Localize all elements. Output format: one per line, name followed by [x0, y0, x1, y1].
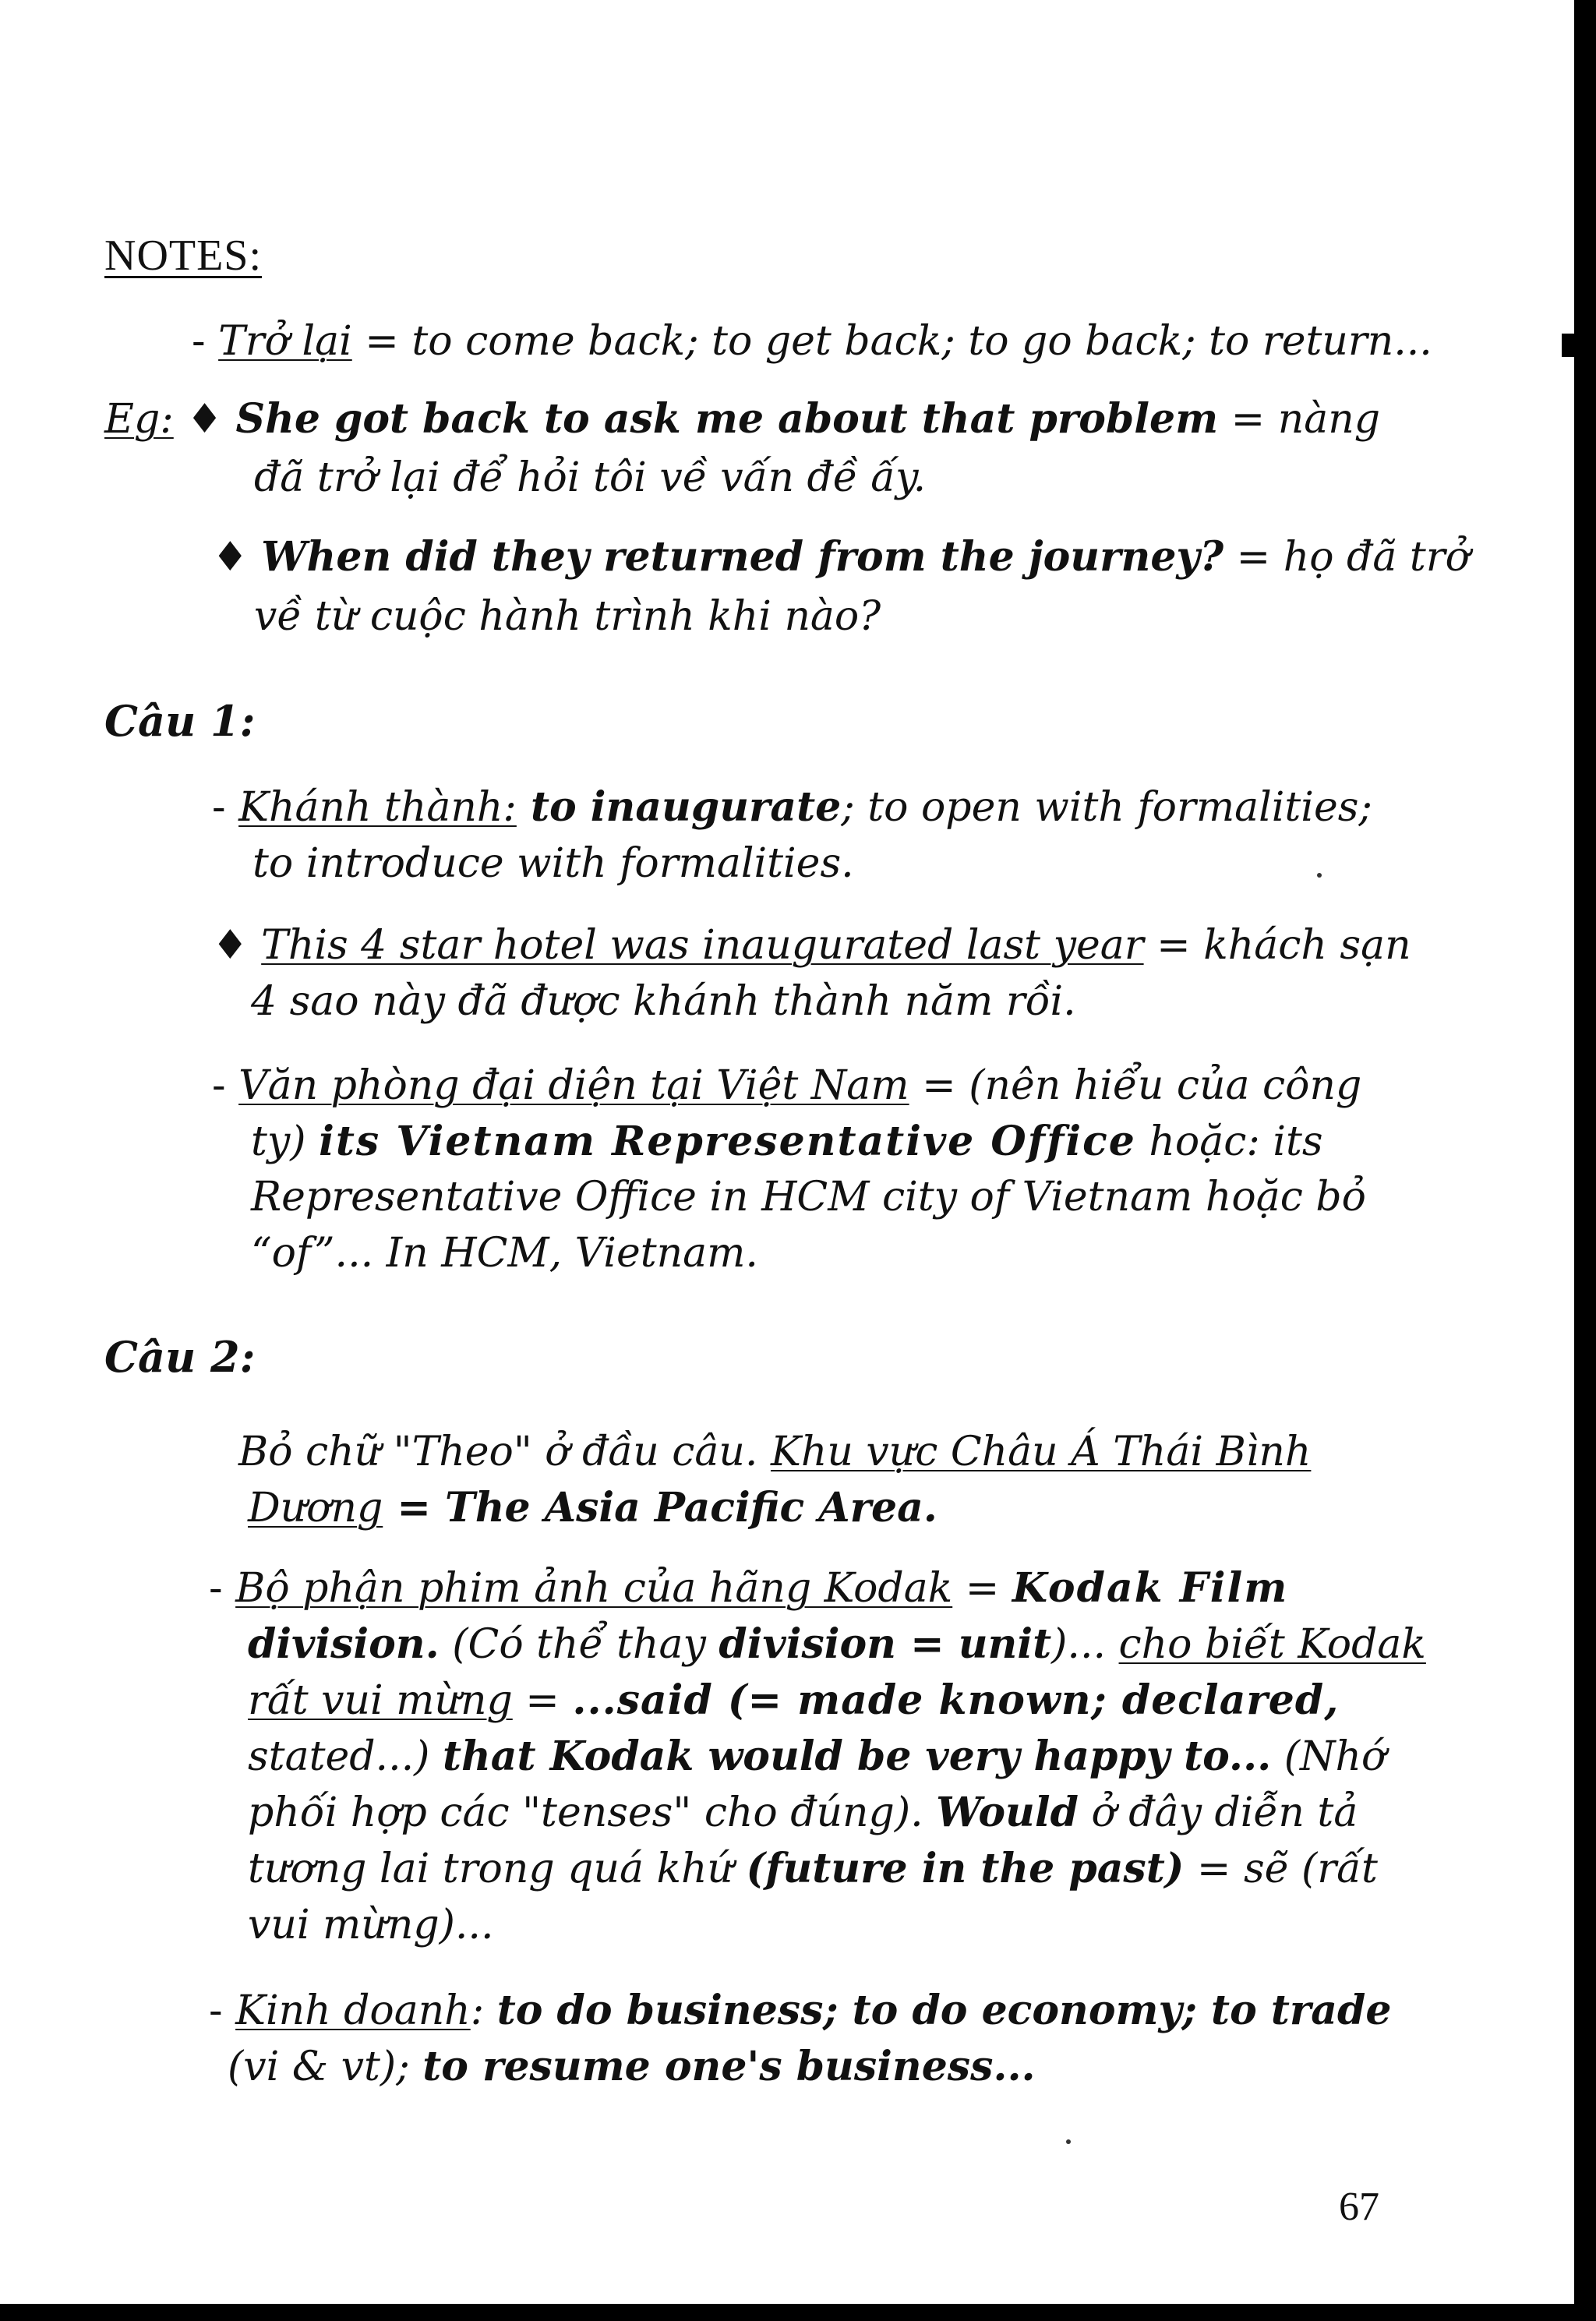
cau-2-para-2: [209, 1563, 1288, 1614]
example-2-equals: = họ đã trở: [1223, 534, 1470, 581]
cau-1-item-2: [212, 1060, 1361, 1111]
text-span: )...: [1051, 1621, 1119, 1668]
example-hotel-english: This 4 star hotel was inaugurated last year: [261, 922, 1144, 969]
cau-1-item-1: [212, 782, 1372, 833]
example-2-line: [212, 532, 1470, 583]
scan-edge-right: [1574, 0, 1596, 2321]
eg-label: Eg:: [104, 396, 174, 443]
term-khanh-thanh: Khánh thành:: [238, 784, 517, 831]
cau-1-item-2-line-3: Representative Office in HCM city of Vietnam hoặc bỏ: [251, 1174, 1366, 1221]
cau-2-para-1-line-2: [248, 1482, 937, 1534]
text-span: (vi & vt);: [228, 2044, 423, 2090]
text-span: that Kodak would be very happy to...: [442, 1733, 1272, 1780]
text-span: to do business; to do economy; to trade: [496, 1987, 1392, 2034]
text-span: :: [470, 1987, 497, 2034]
text-span: phối hợp các "tenses" cho đúng).: [248, 1789, 937, 1836]
bullet-icon: ♦: [212, 534, 249, 581]
item-1-rest: ; to open with formalities;: [841, 784, 1372, 831]
cau-2-para-3: [209, 1985, 1391, 2037]
text-span: = sẽ (rất: [1184, 1846, 1378, 1892]
text-span: Bỏ chữ "Theo" ở đầu câu.: [238, 1429, 771, 1475]
text-span: (Có thể thay: [439, 1621, 719, 1668]
text-span: division = unit: [719, 1620, 1052, 1668]
text-span: stated...): [248, 1733, 443, 1780]
scan-speck: [1066, 2139, 1071, 2144]
term-kinh-doanh: Kinh doanh: [235, 1987, 471, 2034]
cau-2-para-1: [238, 1426, 1311, 1478]
bullet-icon: ♦: [186, 396, 223, 443]
term-kodak-division: Bộ phận phim ảnh của hãng Kodak: [235, 1565, 953, 1612]
cau-1-item-2-line-2: [251, 1116, 1323, 1168]
cau-1-item-1-line-2: to introduce with formalities.: [252, 840, 854, 887]
item-2-rest: = (nên hiểu của công: [909, 1062, 1362, 1109]
text-span: Would: [936, 1789, 1079, 1836]
page-number: 67: [1339, 2185, 1379, 2229]
example-1-equals: = nàng: [1218, 396, 1381, 443]
text-span: ở đây diễn tả: [1078, 1789, 1358, 1836]
notes-definition-line: [192, 316, 1432, 367]
text-span: cho biết Kodak: [1118, 1621, 1426, 1668]
dash-marker: -: [212, 1062, 239, 1109]
definition-text: = to come back; to get back; to go back; to return...: [351, 318, 1432, 365]
cau-2-para-2-line-2: [248, 1619, 1426, 1670]
scan-edge-mark: [1562, 334, 1574, 357]
cau-2-para-2-line-3: [248, 1675, 1339, 1726]
text-span: rất vui mừng: [248, 1677, 513, 1724]
text-span: division.: [248, 1620, 440, 1668]
dash-marker: -: [209, 1987, 236, 2034]
cau-1-example-line-2: 4 sao này đã được khánh thành năm rồi.: [251, 978, 1076, 1025]
text-span: =: [952, 1565, 1012, 1612]
cau-2-para-2-line-6: [248, 1843, 1378, 1895]
cau-2-para-3-line-2: [228, 2041, 1036, 2093]
text-span: (Nhớ: [1271, 1733, 1386, 1780]
text-span: tương lai trong quá khứ: [248, 1846, 747, 1892]
term-duong: Dương: [248, 1485, 383, 1531]
bold-inaugurate: to inaugurate: [516, 783, 842, 831]
notes-heading: NOTES:: [104, 231, 262, 280]
cau-1-heading: Câu 1:: [104, 696, 256, 746]
scan-speck: [1317, 873, 1322, 878]
text-span: ...said (= made known; declared,: [572, 1676, 1340, 1724]
dash-marker: -: [209, 1565, 236, 1612]
cau-2-heading: Câu 2:: [104, 1332, 256, 1382]
text-span: ty): [251, 1118, 320, 1165]
cau-2-para-2-line-7: vui mừng)...: [248, 1902, 494, 1948]
term-van-phong: Văn phòng đại diện tại Việt Nam: [238, 1062, 909, 1109]
term-asia-pacific: Khu vực Châu Á Thái Bình: [770, 1429, 1312, 1475]
example-2-english: When did they returned from the journey?: [261, 533, 1224, 581]
scan-edge-bottom: [0, 2304, 1596, 2321]
text-span: (future in the past): [746, 1845, 1185, 1892]
cau-1-example: [212, 920, 1411, 971]
text-span: hoặc: its: [1135, 1118, 1323, 1165]
text-span: to resume one's business...: [422, 2043, 1036, 2090]
example-2-translation: về từ cuộc hành trình khi nào?: [254, 593, 881, 640]
cau-1-item-2-line-4: “of”... In HCM, Vietnam.: [251, 1230, 758, 1277]
example-1-translation: đã trở lại để hỏi tôi về vấn đề ấy.: [254, 454, 927, 501]
example-1-english: She got back to ask me about that problem: [235, 395, 1219, 443]
bold-kodak-film: Kodak Film: [1012, 1564, 1289, 1612]
bold-office-name: its Vietnam Representative Office: [319, 1118, 1136, 1165]
example-1-line: [104, 394, 1380, 445]
cau-2-para-2-line-5: [248, 1787, 1358, 1839]
bullet-icon: ♦: [212, 922, 249, 969]
dash-marker: -: [212, 784, 239, 831]
dash-marker: -: [192, 318, 206, 365]
cau-2-para-2-line-4: [248, 1731, 1386, 1782]
term-tro-lai: Trở lại: [218, 318, 352, 365]
text-span: =: [512, 1677, 573, 1724]
example-hotel-vi: = khách sạn: [1143, 922, 1411, 969]
bold-asia-pacific: = The Asia Pacific Area.: [383, 1484, 937, 1531]
